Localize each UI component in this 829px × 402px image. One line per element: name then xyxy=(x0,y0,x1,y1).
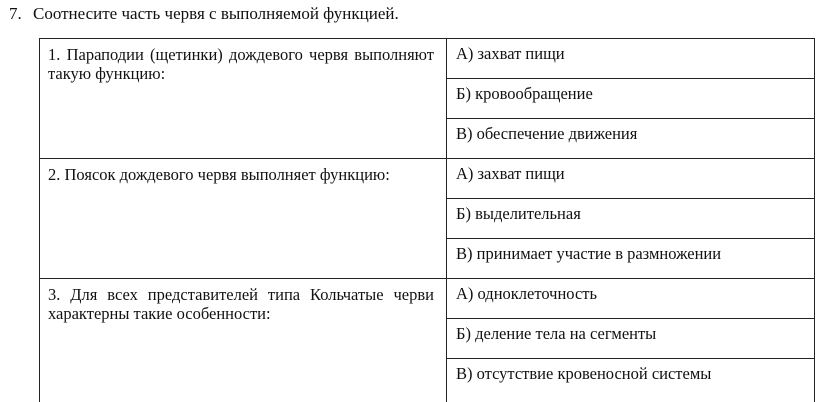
option-cell-3b: Б) деление тела на сегменты xyxy=(447,319,815,359)
task-title: Соотнесите часть червя с выполняемой функцией. xyxy=(33,4,399,23)
option-cell-2c: В) принимает участие в размножении xyxy=(447,239,815,279)
task-number: 7. xyxy=(9,4,22,23)
option-cell-3a: А) одноклеточность xyxy=(447,279,815,319)
table-row xyxy=(40,39,815,79)
option-cell-1c: В) обеспечение движения xyxy=(447,119,815,159)
matching-table xyxy=(39,38,815,402)
question-cell-3: 3. Для всех представителей типа Кольчатые черви характерны такие особенности: xyxy=(40,279,447,402)
option-cell-1b: Б) кровообращение xyxy=(447,79,815,119)
question-cell-1: 1. Параподии (щетинки) дождевого червя выполняют такую функцию: xyxy=(40,39,447,159)
table-row xyxy=(40,279,815,319)
task-heading xyxy=(9,4,399,24)
option-cell-2a: А) захват пищи xyxy=(447,159,815,199)
option-cell-1a: А) захват пищи xyxy=(447,39,815,79)
question-cell-2: 2. Поясок дождевого червя выполняет функцию: xyxy=(40,159,447,279)
option-cell-2b: Б) выделительная xyxy=(447,199,815,239)
option-cell-3c: В) отсутствие кровеносной системы xyxy=(447,359,815,402)
table-row xyxy=(40,159,815,199)
